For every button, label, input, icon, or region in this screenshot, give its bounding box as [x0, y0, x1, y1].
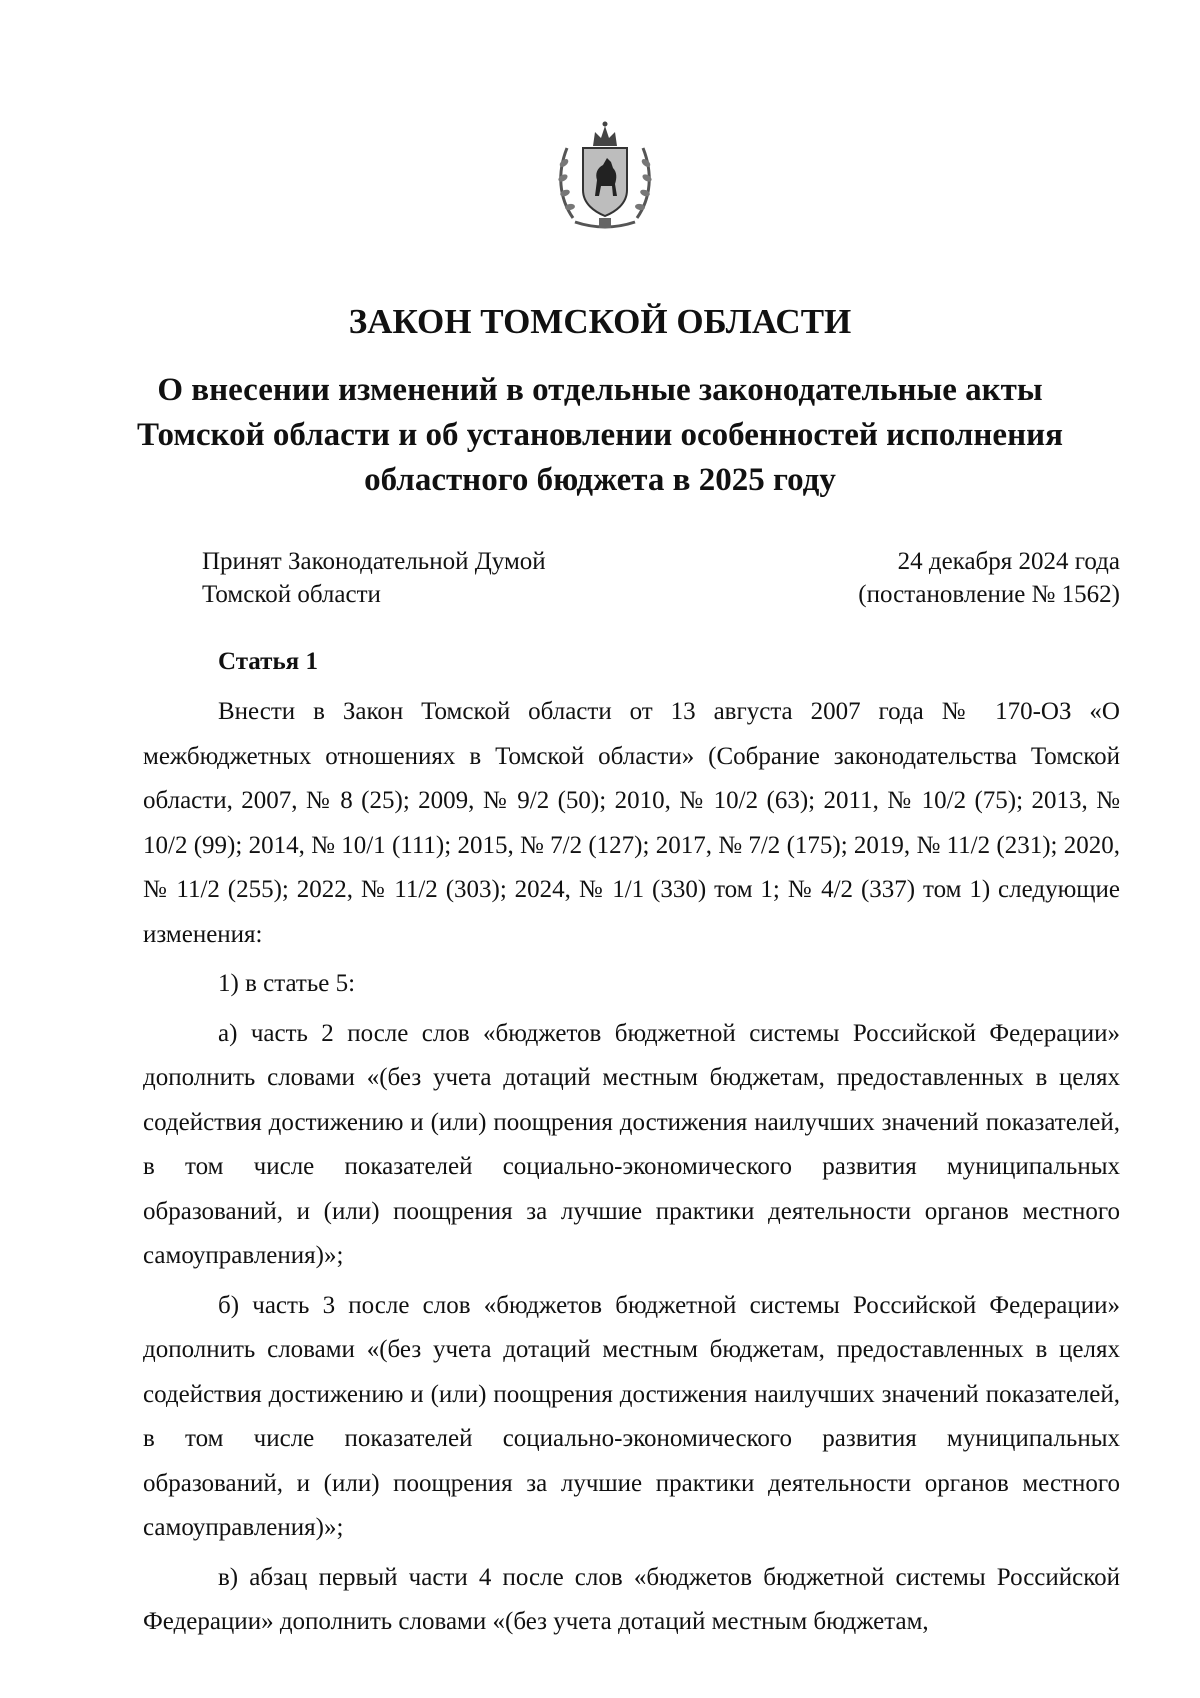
article-paragraph: 1) в статье 5:	[218, 970, 356, 997]
article-paragraph: в) абзац первый части 4 после слов «бюджетов бюджетной системы Российской Федерации» дополнить словами «(без учета дотаций местным бюджетам,	[143, 1563, 1120, 1635]
article-paragraph: б) часть 3 после слов «бюджетов бюджетной системы Российской Федерации» дополнить словами «(без учета дотаций местным бюджетам, предоставленных в целях содействия достижению и (или) поощрения достижения наилучших значений показателей, в том числе показателей социально-экономического развития муниципальных образований, и (или) поощрения за лучшие практики деятельности органов местного самоуправления)»;	[143, 1291, 1120, 1541]
adoption-date	[858, 545, 1120, 611]
resolution-number: (постановление № 1562)	[858, 581, 1120, 608]
article-paragraph: а) часть 2 после слов «бюджетов бюджетной системы Российской Федерации» дополнить словами «(без учета дотаций местным бюджетам, предоставленных в целях содействия достижению и (или) поощрения достижения наилучших значений показателей, в том числе показателей социально-экономического развития муниципальных образований, и (или) поощрения за лучшие практики деятельности органов местного самоуправления)»;	[143, 1019, 1120, 1269]
adoption-date-line: 24 декабря 2024 года	[897, 548, 1120, 575]
law-subtitle: О внесении изменений в отдельные законодательные акты Томской области и об установлении особенностей исполнения областного бюджета в 2025 году	[137, 372, 1063, 498]
article-paragraph: Внести в Закон Томской области от 13 августа 2007 года № 170-ОЗ «О межбюджетных отношениях в Томской области» (Собрание законодательства Томской области, 2007, № 8 (25); 2009, № 9/2 (50); 2010, № 10/2 (63); 2011, № 10/2 (75); 2013, № 10/2 (99); 2014, № 10/1 (111); 2015, № 7/2 (127); 2017, № 7/2 (175); 2019, № 11/2 (231); 2020, № 11/2 (255); 2022, № 11/2 (303); 2024, № 1/1 (330) том 1; № 4/2 (337) том 1) следующие изменения:	[143, 698, 1120, 948]
adoption-body	[202, 545, 546, 611]
adoption-body-line2: Томской области	[202, 581, 381, 608]
tomsk-coat-of-arms-icon	[555, 118, 655, 236]
adoption-body-line1: Принят Законодательной Думой	[202, 548, 546, 575]
article-body	[143, 690, 1120, 1645]
article-heading: Статья 1	[218, 648, 318, 675]
law-title: ЗАКОН ТОМСКОЙ ОБЛАСТИ	[348, 302, 852, 341]
